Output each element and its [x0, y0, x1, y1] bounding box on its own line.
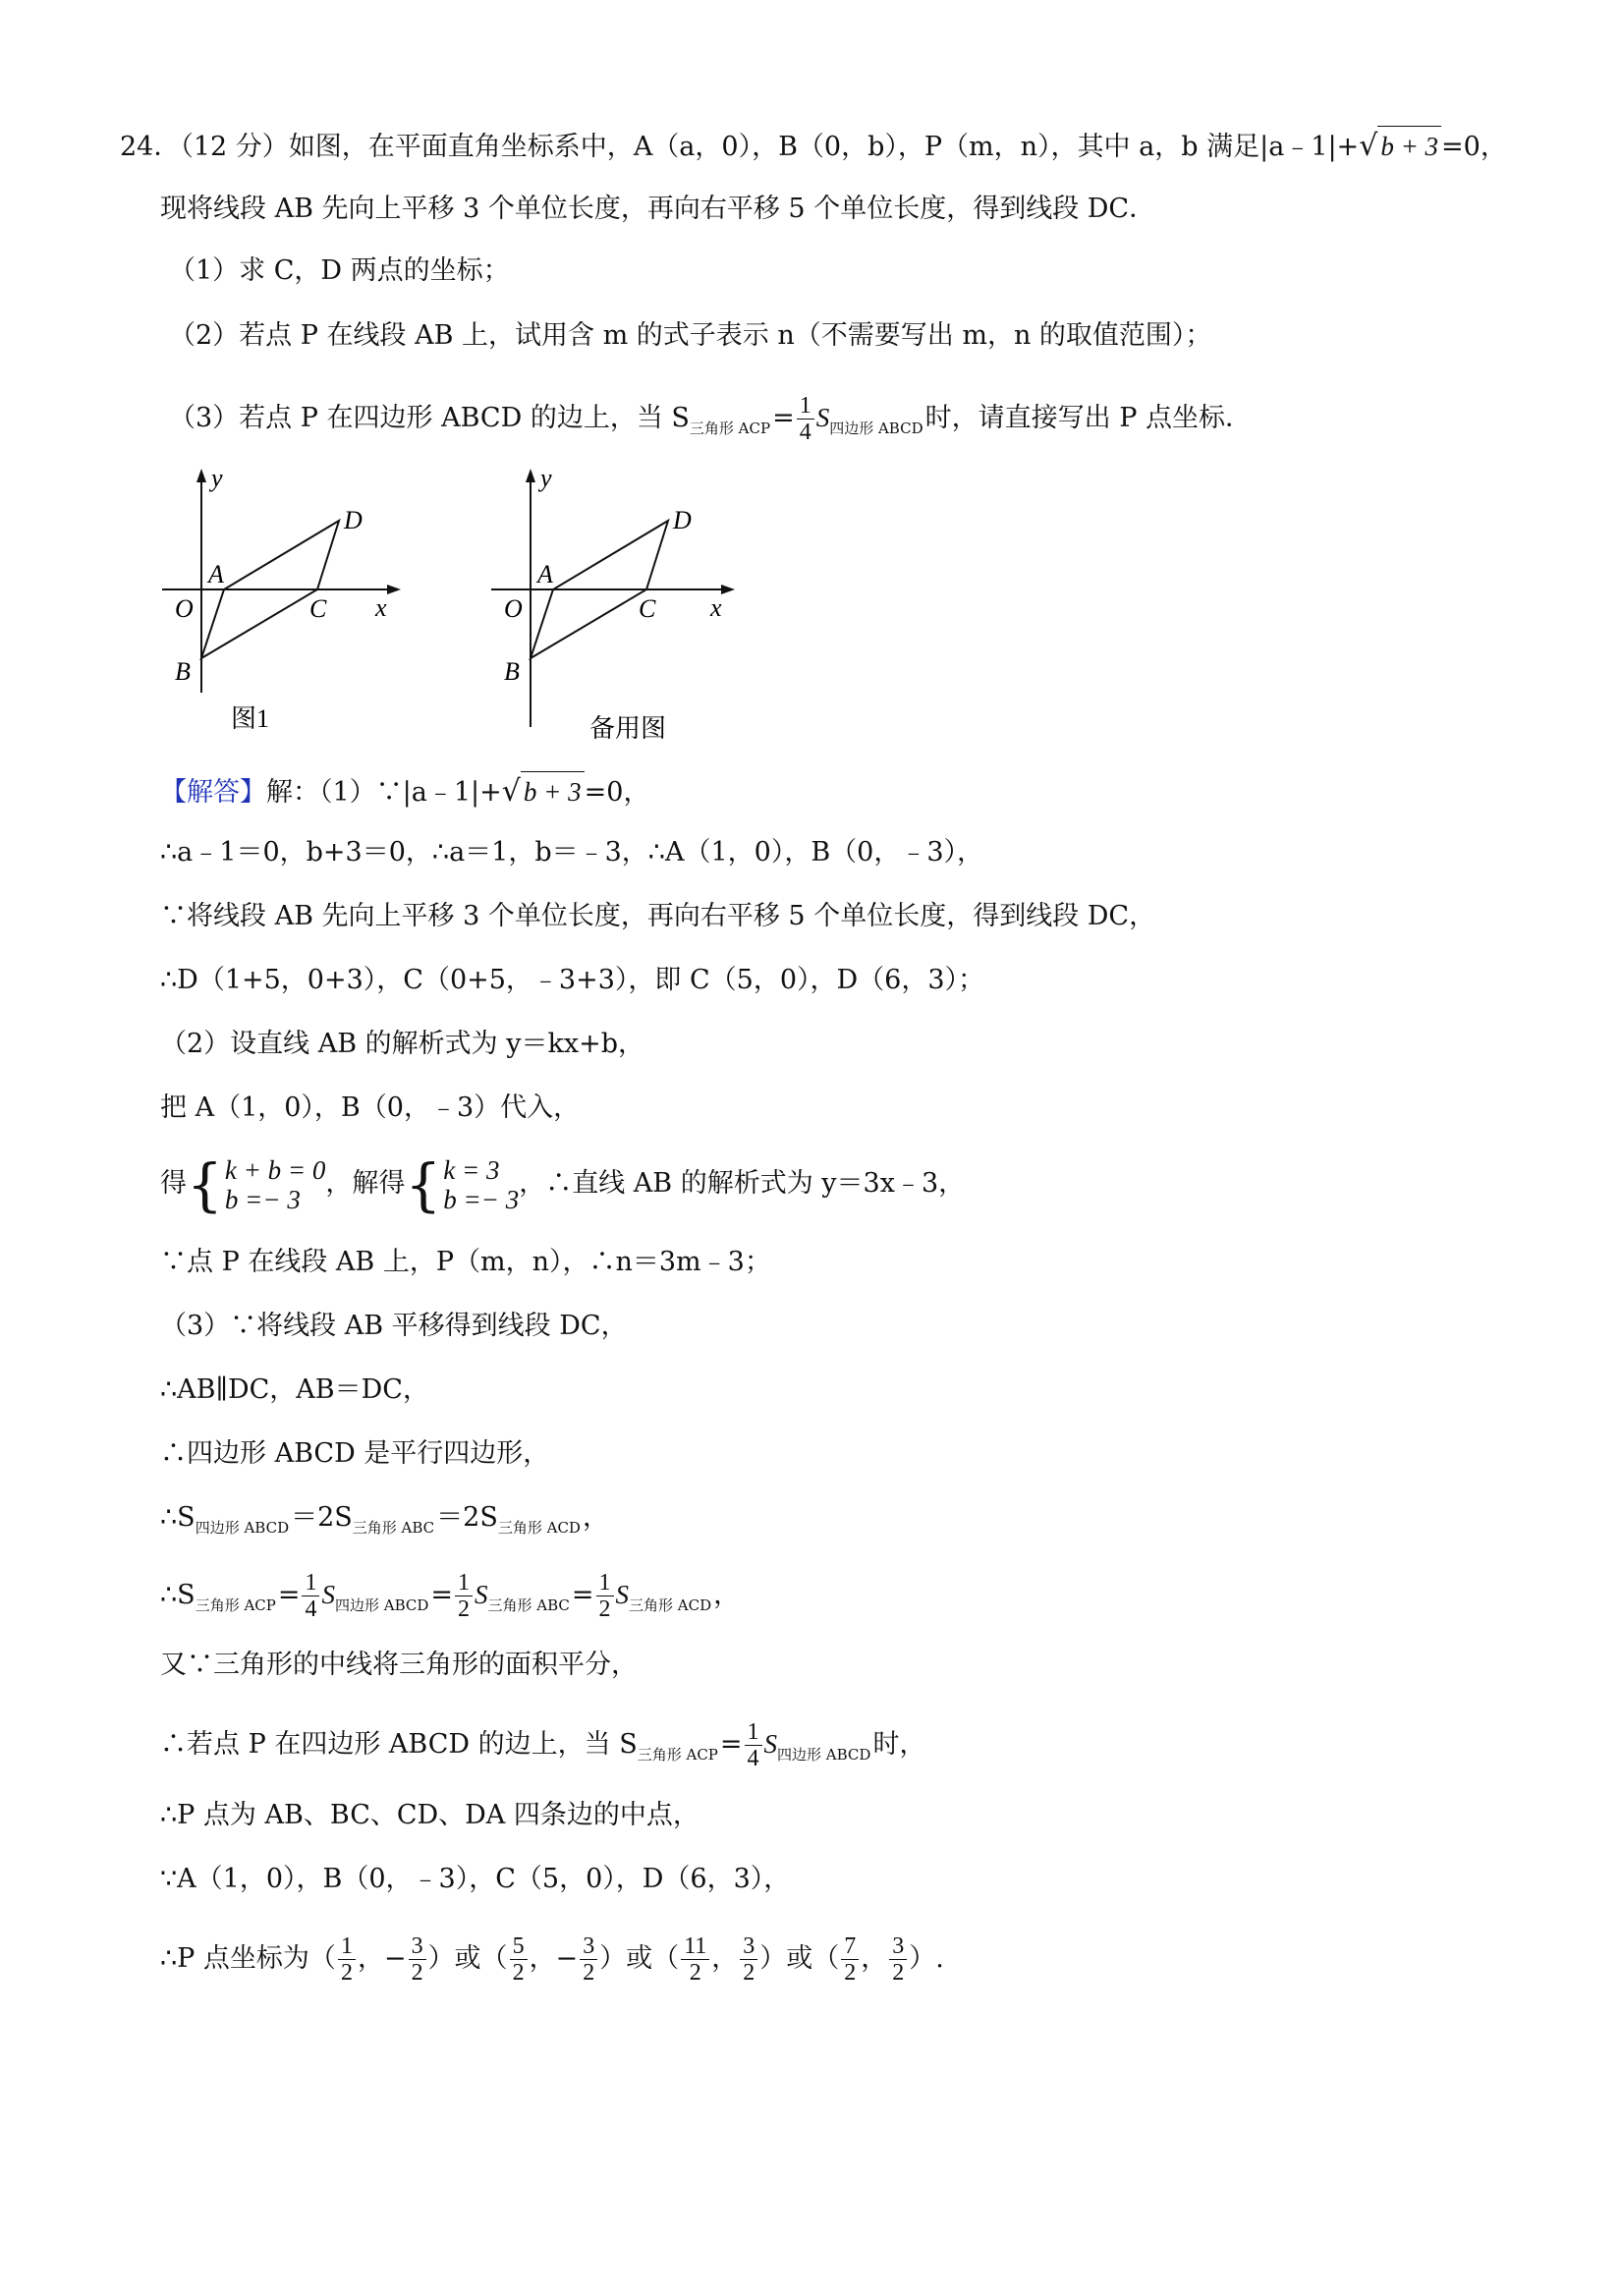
label-a: A — [208, 560, 224, 588]
label-b: B — [504, 657, 520, 686]
problem-intro-tail: =0， — [1441, 132, 1507, 162]
figure-2-caption: 备用图 — [589, 714, 667, 743]
label-c: C — [639, 594, 656, 623]
label-b: B — [175, 657, 191, 686]
x-axis-arrow — [721, 585, 735, 594]
equation-system-1: { k + b = 0 b =− 3 — [187, 1150, 326, 1218]
solution-line-9: （3）∵将线段 AB 平移得到线段 DC， — [160, 1311, 628, 1341]
solution-line-5: （2）设直线 AB 的解析式为 y＝kx+b， — [160, 1029, 645, 1059]
solution-line-11: ∴四边形 ABCD 是平行四边形， — [160, 1438, 550, 1469]
solution-line-4: ∴D（1+5，0+3），C（0+5，﹣3+3），即 C（5，0），D（6，3）； — [160, 965, 985, 995]
solution-line-13: $\therefore S_{三角形 ACP}=$ $\frac{1}{4}$ $S_{四边形 ABCD}=$ $\frac{1}{2}$ $S_{三角形 ABC}=$ $\frac{1}{2}$ $S_{三角形 ACD}$， — [160, 1570, 741, 1622]
answer-tag: 【解答】 — [160, 777, 266, 808]
solution-line-7: 得 { k + b = 0 b =− 3 ，解得 { k = 3 b =− 3 ，∴直线 AB 的解析式为 y＝3x﹣3， — [160, 1150, 966, 1218]
problem-line-2: 现将线段 AB 先向上平移 3 个单位长度，再向右平移 5 个单位长度，得到线段 DC． — [160, 194, 1156, 224]
label-c: C — [309, 594, 327, 623]
x-axis-arrow — [387, 585, 401, 594]
figure-2-graph — [486, 457, 752, 752]
label-y: y — [211, 464, 223, 492]
label-d: D — [344, 506, 363, 534]
sqrt-expression: √ b + 3 — [502, 771, 585, 812]
problem-score: （12 分） — [180, 132, 289, 162]
question-1: （1）求 C，D 两点的坐标； — [169, 255, 510, 286]
problem-intro: 如图，在平面直角坐标系中， — [288, 132, 634, 162]
figure-2 — [486, 457, 752, 758]
solution-line-3: ∵将线段 AB 先向上平移 3 个单位长度，再向右平移 5 个单位长度，得到线段 DC， — [160, 901, 1156, 931]
solution-line-15: ∴若点 P 在四边形 ABCD 的边上，当 $S_{三角形 ACP}=$ $\frac{1}{4}$ $S_{四边形 ABCD}$时， — [160, 1719, 926, 1771]
label-o: O — [504, 594, 523, 623]
solution-line-8: ∵点 P 在线段 AB 上，P（m，n），∴n＝3m﹣3； — [160, 1247, 771, 1277]
solution-line-12: $\therefore S_{四边形 ABCD}=2S_{三角形 ABC}=2S_{三角形 ACD}$， — [160, 1502, 609, 1537]
label-y: y — [540, 464, 552, 492]
equation-system-2: { k = 3 b =− 3 — [405, 1150, 520, 1218]
solution-line-10: ∴AB∥DC，AB＝DC， — [160, 1374, 429, 1405]
sqrt-expression: √ b + 3 — [1359, 126, 1441, 166]
figure-1-caption: 图1 — [231, 704, 270, 733]
label-a: A — [537, 560, 553, 588]
solution-line-17: ∵A（1，0），B（0，﹣3），C（5，0），D（6，3）， — [160, 1864, 791, 1894]
y-axis-arrow — [526, 469, 535, 482]
solution-line-18: ∴P 点坐标为（ $\frac{1}{2}$ ，− $\frac{3}{2}$ ）或（ $\frac{5}{2}$ ，− $\frac{3}{2}$ ）或（ $\frac{11}{2}$ ， $\frac{3}{2}$ ）或（ $\frac{7}{2}$ ， $\frac{3}{2}$ ）. — [160, 1933, 944, 1986]
problem-points: A（a，0），B（0，b），P（m，n），其中 a，b 满足|a﹣1|+ — [633, 132, 1360, 162]
fraction: $\frac{1}{4}$ — [797, 393, 814, 445]
label-d: D — [673, 506, 692, 534]
solution-line-1: 【解答】解：（1）∵|a﹣1|+ √ b + 3 =0， — [160, 771, 649, 812]
figure-1-graph — [157, 457, 413, 742]
problem-number: 24． — [120, 132, 181, 162]
figure-1 — [157, 457, 413, 749]
y-axis-arrow — [196, 469, 206, 482]
problem-line-1 — [120, 126, 1507, 167]
question-2: （2）若点 P 在线段 AB 上，试用含 m 的式子表示 n（不需要写出 m，n 的取值范围）； — [169, 320, 1212, 351]
label-x: x — [375, 593, 387, 622]
solution-line-2: ∴a﹣1＝0，b+3＝0，∴a＝1，b＝﹣3，∴A（1，0），B（0，﹣3）， — [160, 837, 984, 868]
solution-line-14: 又∵三角形的中线将三角形的面积平分， — [160, 1650, 638, 1680]
solution-line-6: 把 A（1，0），B（0，﹣3）代入， — [160, 1092, 581, 1123]
label-o: O — [175, 594, 194, 623]
question-3: （3）若点 P 在四边形 ABCD 的边上，当 $S_{三角形 ACP}=$ $\frac{1}{4}$ $S_{四边形 ABCD}$时，请直接写出 P 点坐标． — [169, 393, 1252, 445]
label-x: x — [710, 593, 722, 622]
solution-line-16: ∴P 点为 AB、BC、CD、DA 四条边的中点， — [160, 1800, 700, 1830]
